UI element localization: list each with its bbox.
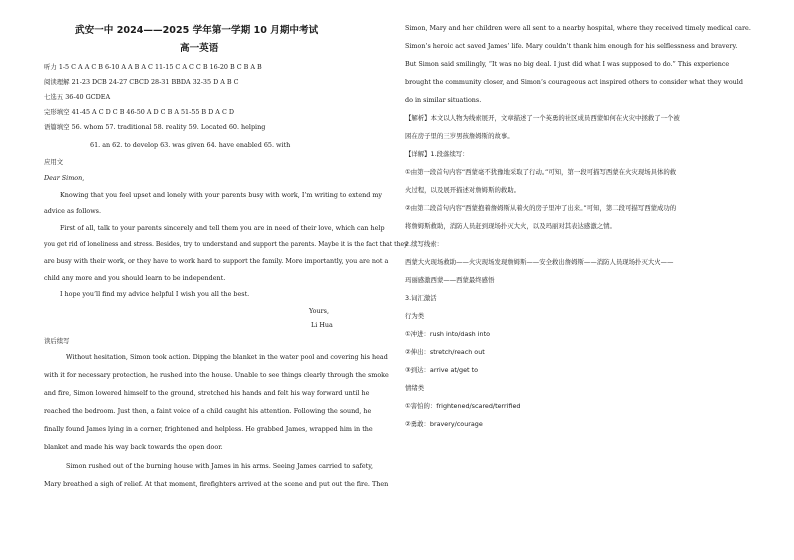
clue-heading: 2.续写线索：	[405, 240, 444, 248]
letter-p3: I hope you’ll find my advice helpful I wish you all the best.	[60, 290, 250, 298]
detail-1-line-2: 火过程，以及展开描述对詹姆斯的救助。	[405, 186, 521, 194]
letter-closing: Yours,	[309, 307, 329, 315]
exam-subtitle: 高一英语	[180, 43, 219, 54]
letter-salutation: Dear Simon,	[44, 174, 85, 182]
continuation-line: Without hesitation, Simon took action. Dipping the blanket in the water pool and covering his head	[66, 353, 388, 361]
detail-2-line-1: ②由第二段首句内容“西蒙抱着詹姆斯从着火的房子里冲了出来。”可知，第二段可描写西蒙成功的	[405, 204, 677, 212]
letter-heading: 应用文	[44, 158, 64, 166]
answers-grammar-1: 语篇填空 56. whom 57. traditional 58. reality 59. Located 60. helping	[44, 123, 266, 131]
clue-line-1: 西蒙大火现场救助——火灾现场发现詹姆斯——安全救出詹姆斯——消防人员现场扑灭大火——	[405, 258, 674, 266]
continuation-line: reached the bedroom. Just then, a faint voice of a child caught his attention. Following the sound, he	[44, 407, 372, 415]
answers-seven: 七选五 36-40 GCDEA	[44, 93, 111, 101]
vocab-item: ②勇敢：bravery/courage	[405, 420, 483, 428]
exam-title: 武安一中 2024——2025 学年第一学期 10 月期中考试	[75, 25, 319, 36]
story-line: do in similar situations.	[405, 96, 482, 104]
letter-p2-l3: are busy with their work, or they have to work hard to support the family. More importantly, you are not a	[44, 257, 389, 265]
letter-p2-l2: you get rid of loneliness and stress. Besides, try to understand and support the parents. Maybe it is the fact that they	[44, 241, 408, 248]
vocab-item: ③到达：arrive at/get to	[405, 366, 478, 374]
detail-heading: 【详解】1.段落续写：	[405, 150, 469, 158]
continuation-line: Simon rushed out of the burning house with James in his arms. Seeing James carried to safety,	[66, 462, 374, 470]
vocab-item: ①冲进：rush into/dash into	[405, 330, 491, 338]
letter-p2-l1: First of all, talk to your parents sincerely and tell them you are in need of their love, which can help	[60, 224, 385, 232]
continuation-line: Mary breathed a sigh of relief. At that moment, firefighters arrived at the scene and put out the fire. Then	[44, 480, 389, 488]
letter-p2-l4: child any more and you should learn to be independent.	[44, 274, 226, 282]
story-line: But Simon said smilingly, “It was no big deal. I just did what I was supposed to do.” This experience	[405, 60, 730, 68]
clue-line-2: 玛丽感激西蒙——西蒙最终感悟	[405, 276, 495, 284]
answers-grammar-2: 61. an 62. to develop 63. was given 64. have enabled 65. with	[90, 141, 291, 149]
vocab-heading: 3.词汇激活	[405, 294, 437, 302]
letter-signature: Li Hua	[311, 321, 333, 329]
letter-p1-l1: Knowing that you feel upset and lonely with your parents busy with work, I’m writing to extend my	[60, 191, 383, 199]
detail-2-line-2: 将詹姆斯救助，消防人员赶到现场扑灭大火，以及玛丽对其表达感激之情。	[405, 222, 616, 230]
continuation-line: blanket and made his way back towards the open door.	[44, 443, 223, 451]
vocab-item: ①害怕的：frightened/scared/terrified	[405, 402, 521, 410]
story-line: Simon, Mary and her children were all sent to a nearby hospital, where they received timely medical care.	[405, 24, 751, 32]
analysis-line-2: 困在房子里的三岁男孩詹姆斯的故事。	[405, 132, 514, 140]
detail-1-line-1: ①由第一段首句内容“西蒙毫不犹豫地采取了行动。”可知，第一段可描写西蒙在火灾现场具体的救	[405, 168, 677, 176]
story-line: Simon’s heroic act saved James’ life. Mary couldn’t thank him enough for his selflessness and bravery.	[405, 42, 738, 50]
story-line: brought the community closer, and Simon’s courageous act inspired others to consider what they would	[405, 78, 743, 86]
letter-p1-l2: advice as follows.	[44, 207, 101, 215]
analysis-line-1: 【解析】本文以人物为线索展开，文章描述了一个英勇的社区成员西蒙如何在火灾中拯救了一个被	[405, 114, 680, 122]
continuation-line: and fire, Simon lowered himself to the ground, stretched his hands and felt his way forward until he	[44, 389, 370, 397]
vocab-item: ②伸出：stretch/reach out	[405, 348, 485, 356]
continuation-line: finally found James lying in a corner, frightened and helpless. He grabbed James, wrapped him in the	[44, 425, 373, 433]
answers-cloze: 完形填空 41-45 A C D C B 46-50 A D C B A 51-55 B D A C D	[44, 108, 234, 116]
emotion-heading: 情绪类	[405, 384, 425, 392]
continuation-line: with it for necessary protection, he rushed into the house. Unable to see things clearly through the smoke	[44, 371, 389, 379]
action-heading: 行为类	[405, 312, 425, 320]
continuation-heading: 读后续写	[44, 337, 70, 345]
answers-reading: 阅读理解 21-23 DCB 24-27 CBCD 28-31 BBDA 32-35 D A B C	[44, 78, 239, 86]
answers-listening: 听力 1-5 C A A C B 6-10 A A B A C 11-15 C A C C B 16-20 B C B A B	[44, 63, 262, 71]
